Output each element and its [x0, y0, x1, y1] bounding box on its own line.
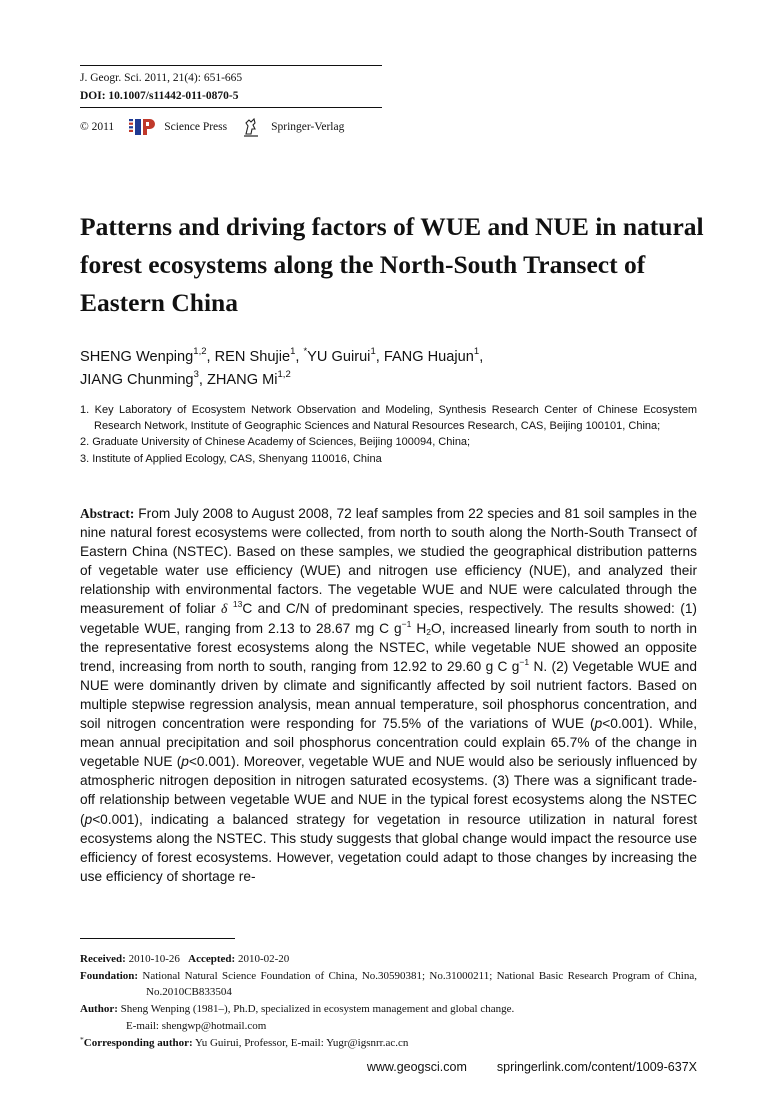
- footnotes: [80, 951, 697, 1051]
- affiliation-item: 2. Graduate University of Chinese Academy of Sciences, Beijing 100094, China;: [80, 436, 471, 449]
- p-value-italic: p: [181, 754, 189, 770]
- abstract-text: <0.001). While, mean annual precipitation and soil phosphorus concentration could explain 65.7% of the change in vegetable NUE (: [80, 716, 697, 770]
- received-label: Received:: [80, 953, 126, 965]
- foundation-label: Foundation:: [80, 969, 139, 982]
- corresponding-text: Yu Guirui, Professor, E-mail: Yugr@igsnrr.ac.cn: [192, 1036, 409, 1049]
- corresponding-mark: *: [80, 1034, 84, 1044]
- journal-reference: J. Geogr. Sci. 2011, 21(4): 651-665: [80, 72, 243, 84]
- header-rule-top: [80, 65, 382, 66]
- delta-symbol: δ: [221, 601, 228, 617]
- abstract-text: <0.001). Moreover, vegetable WUE and NUE would also be seriously influenced by atmospheric nitrogen deposition in nitrogen saturated ecosystems. (3) There was a significant trade-off relationship between vegetable WUE and NUE in the typical forest ecosystems along the NSTEC (: [80, 754, 697, 827]
- paper-title: Patterns and driving factors of WUE and NUE in natural forest ecosystems along the North-South Transect of Eastern China: [80, 212, 704, 317]
- abstract-text: From July 2008 to August 2008, 72 leaf samples from 22 species and 81 soil samples in the nine natural forest ecosystems were collected, from north to south along the North-South Transect of Eastern China (NSTEC). Based on these samples, we studied the geographical distribution patterns of vegetable water use efficiency (WUE) and nitrogen use efficiency (NUE), and analyzed their relationship with environmental factors. The vegetable WUE and NUE were calculated through the measurement of foliar: [80, 506, 697, 617]
- p-value-italic: p: [594, 716, 603, 732]
- publisher-science-press: Science Press: [164, 121, 228, 133]
- author-name: FANG Huajun: [383, 349, 474, 365]
- foundation-text: National Natural Science Foundation of China, No.30590381; No.31000211; National Basic Research Program of China, No.2010CB833504: [138, 969, 697, 999]
- superscript: −1: [401, 618, 412, 629]
- author-affiliation-mark: 1,2: [277, 369, 291, 380]
- footnote-author-email: E-mail: shengwp@hotmail.com: [126, 1019, 267, 1032]
- affiliation-item: 1. Key Laboratory of Ecosystem Network Observation and Modeling, Synthesis Research Center of Chinese Ecosystem Research Network, Institute of Geographic Sciences and Natural Resources Research, CAS, Beijing 100101, China;: [80, 404, 697, 433]
- received-date: 2010-10-26: [125, 953, 180, 965]
- author-affiliation-mark: 1,2: [193, 346, 207, 357]
- superscript: −1: [519, 656, 530, 667]
- abstract-text: <0.001), indicating a balanced strategy for vegetation in resource utilization in natural forest ecosystems along the NSTEC. This study suggests that global change would impact the resource use efficiency of forest ecosystems. However, vegetation could adapt to those changes by increasing the use efficiency of shortage re-: [80, 811, 697, 884]
- author-label: Author:: [80, 1003, 118, 1016]
- author-name: SHENG Wenping: [80, 349, 194, 365]
- author-name: ZHANG Mi: [206, 372, 278, 388]
- accepted-date: 2010-02-20: [235, 953, 290, 965]
- footnote-dates: [80, 951, 697, 968]
- affiliation-item: 3. Institute of Applied Ecology, CAS, Shenyang 110016, China: [80, 452, 382, 465]
- p-value-italic: p: [84, 811, 93, 827]
- author-affiliation-mark: 1: [290, 346, 296, 357]
- corresponding-label: Corresponding author:: [83, 1036, 193, 1049]
- abstract-text: H: [411, 620, 427, 636]
- science-press-logo-icon: [128, 118, 156, 136]
- abstract-text: N. (2) Vegetable WUE and NUE were dominantly driven by climate and significantly affected by soil nutrient factors. Based on multiple stepwise regression analysis, mean annual temperature, soil phosphorus concentration, and soil nitrogen concentration were responding for 75.5% of the variations of WUE (: [80, 658, 698, 732]
- author-name: YU Guirui: [307, 349, 371, 365]
- subscript: 2: [426, 626, 431, 637]
- superscript: 13: [232, 599, 243, 610]
- springer-horse-logo-icon: [241, 117, 261, 137]
- doi: DOI: 10.1007/s11442-011-0870-5: [80, 90, 239, 102]
- footnote-corresponding: [80, 1035, 697, 1052]
- footer-link-geogsci[interactable]: www.geogsci.com: [366, 1060, 467, 1074]
- abstract: [80, 504, 697, 886]
- author-name: JIANG Chunming: [80, 372, 194, 388]
- author-affiliation-mark: 1: [473, 346, 480, 357]
- footnote-rule: [80, 938, 235, 939]
- author-text: Sheng Wenping (1981–), Ph.D, specialized in ecosystem management and global change.: [117, 1003, 515, 1016]
- author-name: REN Shujie: [214, 349, 291, 365]
- abstract-text: C and C/N of predominant species, respectively. The results showed: (1) vegetable WUE, ranging from 2.13 to 28.67 mg C g: [80, 601, 697, 636]
- copyright: © 2011: [80, 121, 115, 133]
- page-footer: [80, 1060, 697, 1074]
- accepted-label: Accepted:: [188, 953, 236, 965]
- author-affiliation-mark: 3: [193, 369, 199, 380]
- publisher-line: [80, 117, 344, 137]
- affiliation-list: [80, 402, 697, 467]
- abstract-label: Abstract:: [80, 506, 135, 521]
- author-list: SHENG Wenping$^{1,2}$, REN Shujie$^1$, *YU Guirui$^1$, FANG Huajun$^1$, JIANG Chunming$^3$, ZHANG Mi$^{1,2}$: [80, 346, 484, 388]
- abstract-text: O, increased linearly from south to north in the representative forest ecosystems along the NSTEC, while vegetable NUE showed an opposite trend, increasing from north to south, ranging from 12.92 to 29.60 g C g: [80, 620, 698, 674]
- footer-link-springerlink[interactable]: springerlink.com/content/1009-637X: [496, 1060, 697, 1074]
- header-rule-middle: [80, 107, 382, 108]
- footnote-foundation: [80, 968, 697, 1001]
- author-affiliation-mark: 1: [370, 346, 376, 357]
- corresponding-mark: *: [303, 346, 308, 357]
- publisher-springer: Springer-Verlag: [271, 121, 345, 133]
- footnote-author: [80, 1001, 697, 1018]
